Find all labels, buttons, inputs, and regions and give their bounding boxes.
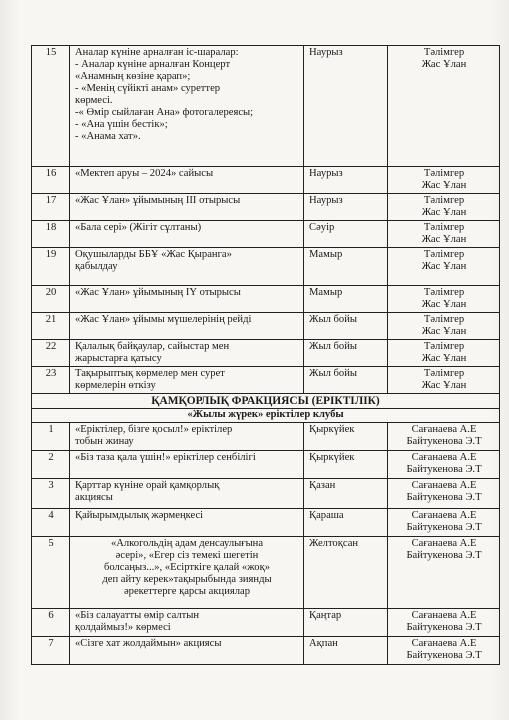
event-line: қабылдау — [75, 261, 118, 272]
date-cell: Мамыр — [304, 248, 388, 286]
responsible-line: Тәлімгер — [423, 168, 465, 179]
event-cell: «Мектеп аруы – 2024» сайысы — [70, 167, 304, 194]
responsible-cell — [388, 248, 500, 286]
row-number: 21 — [32, 313, 70, 340]
responsible-line: Сағанаева А.Е — [411, 480, 477, 491]
table-row — [32, 286, 500, 313]
event-cell: «Жас Ұлан» ұйымының ІІІ отырысы — [70, 194, 304, 221]
row-number: 5 — [32, 537, 70, 609]
responsible-cell — [388, 367, 500, 394]
responsible-line: Байтукенова Э.Т — [406, 464, 482, 475]
event-line: Оқушыларды ББҰ «Жас Қыранга» — [75, 249, 232, 260]
responsible-cell — [388, 221, 500, 248]
event-line: - «Анама хат». — [75, 131, 141, 142]
row-number: 22 — [32, 340, 70, 367]
responsible-line: Сағанаева А.Е — [411, 424, 477, 435]
responsible-line: Сағанаева А.Е — [411, 638, 477, 649]
table-row — [32, 609, 500, 637]
table-row — [32, 340, 500, 367]
table-row — [32, 509, 500, 537]
table-row — [32, 46, 500, 167]
row-number: 19 — [32, 248, 70, 286]
responsible-line: Жас Ұлан — [421, 380, 467, 391]
date-cell: Қыркүйек — [304, 451, 388, 479]
row-number: 17 — [32, 194, 70, 221]
event-line: Тақырыптық көрмелер мен сурет — [75, 368, 225, 379]
responsible-line: Жас Ұлан — [421, 207, 467, 218]
responsible-cell — [388, 609, 500, 637]
responsible-line: Жас Ұлан — [421, 234, 467, 245]
table-row — [32, 451, 500, 479]
row-number: 2 — [32, 451, 70, 479]
table-row — [32, 367, 500, 394]
event-line: Қарттар күніне орай қамқорлық — [75, 480, 220, 491]
table-row — [32, 537, 500, 609]
date-cell: Ақпан — [304, 637, 388, 665]
responsible-line: Тәлімгер — [423, 287, 465, 298]
event-line: «Біз салауатты өмір салтын — [75, 610, 200, 621]
date-cell: Жыл бойы — [304, 367, 388, 394]
event-cell: «Бала серi» (Жігіт сұлтаны) — [70, 221, 304, 248]
responsible-line: Тәлімгер — [423, 47, 465, 58]
responsible-cell — [388, 194, 500, 221]
responsible-line: Байтукенова Э.Т — [406, 550, 482, 561]
responsible-cell — [388, 286, 500, 313]
date-cell: Қыркүйек — [304, 423, 388, 451]
event-cell — [70, 46, 304, 167]
responsible-cell — [388, 637, 500, 665]
event-line: қолдаймыз!» көрмесі — [75, 622, 171, 633]
event-line: - Аналар күніне арналған Концерт — [75, 59, 231, 70]
row-number: 23 — [32, 367, 70, 394]
responsible-line: Байтукенова Э.Т — [406, 492, 482, 503]
responsible-line: Байтукенова Э.Т — [406, 522, 482, 533]
responsible-line: Жас Ұлан — [421, 180, 467, 191]
event-cell — [70, 248, 304, 286]
table-row — [32, 637, 500, 665]
responsible-line: Жас Ұлан — [421, 299, 467, 310]
event-cell: «Жас Ұлан» ұйымының ІҮ отырысы — [70, 286, 304, 313]
event-line: «Еріктілер, бізге қосыл!» еріктілер — [75, 424, 233, 435]
row-number: 15 — [32, 46, 70, 167]
event-line: әрекеттерге қарсы акциялар — [123, 586, 251, 597]
date-cell: Жыл бойы — [304, 340, 388, 367]
event-cell — [70, 609, 304, 637]
responsible-line: Жас Ұлан — [421, 353, 467, 364]
section-title: ҚАМҚОРЛЫҚ ФРАКЦИЯСЫ (ЕРІКТІЛІК) — [32, 394, 500, 409]
responsible-line: Жас Ұлан — [421, 59, 467, 70]
event-line: - «Ана үшін бестік»; — [75, 119, 168, 130]
event-line: жарыстарға қатысу — [75, 353, 162, 364]
table-row — [32, 479, 500, 509]
event-line: тобын жинау — [75, 436, 134, 447]
date-cell: Сәуір — [304, 221, 388, 248]
responsible-cell — [388, 167, 500, 194]
event-line: акциясы — [75, 492, 113, 503]
responsible-line: Тәлімгер — [423, 368, 465, 379]
event-line: деп айту керек»тақырыбында зиянды — [102, 574, 272, 585]
responsible-line: Байтукенова Э.Т — [406, 622, 482, 633]
responsible-line: Тәлімгер — [423, 222, 465, 233]
responsible-cell — [388, 340, 500, 367]
table-row — [32, 167, 500, 194]
event-cell — [70, 537, 304, 609]
responsible-line: Тәлімгер — [423, 341, 465, 352]
responsible-cell — [388, 509, 500, 537]
responsible-line: Тәлімгер — [423, 195, 465, 206]
table-row — [32, 423, 500, 451]
event-cell: Қайырымдылық жәрмеңкесі — [70, 509, 304, 537]
date-cell: Желтоқсан — [304, 537, 388, 609]
event-cell — [70, 423, 304, 451]
table-row — [32, 313, 500, 340]
date-cell: Мамыр — [304, 286, 388, 313]
row-number: 16 — [32, 167, 70, 194]
event-line: көрмесі. — [75, 95, 113, 106]
event-line: көрмелерін өткізу — [75, 380, 156, 391]
row-number: 6 — [32, 609, 70, 637]
responsible-line: Байтукенова Э.Т — [406, 650, 482, 661]
table-row — [32, 194, 500, 221]
responsible-line: Тәлімгер — [423, 249, 465, 260]
row-number: 7 — [32, 637, 70, 665]
responsible-cell — [388, 313, 500, 340]
event-cell: «Біз таза қала үшін!» еріктілер сенбілігі — [70, 451, 304, 479]
responsible-line: Сағанаева А.Е — [411, 510, 477, 521]
top-rows — [32, 46, 500, 665]
responsible-line: Жас Ұлан — [421, 326, 467, 337]
responsible-cell — [388, 479, 500, 509]
table-row — [32, 221, 500, 248]
row-number: 3 — [32, 479, 70, 509]
table-row — [32, 248, 500, 286]
row-number: 4 — [32, 509, 70, 537]
responsible-cell — [388, 537, 500, 609]
event-line: Аналар күніне арналған іс-шаралар: — [75, 47, 239, 58]
event-cell — [70, 367, 304, 394]
date-cell: Наурыз — [304, 167, 388, 194]
responsible-line: Байтукенова Э.Т — [406, 436, 482, 447]
event-cell — [70, 340, 304, 367]
responsible-line: Жас Ұлан — [421, 261, 467, 272]
responsible-cell — [388, 451, 500, 479]
row-number: 20 — [32, 286, 70, 313]
event-line: - «Менің сүйікті анам» суреттер — [75, 83, 221, 94]
event-cell — [70, 479, 304, 509]
section-subtitle: «Жылы жүрек» еріктілер клубы — [32, 409, 500, 423]
event-line: болсаңыз...», «Есірткіге қалай «жоқ» — [103, 562, 271, 573]
event-line: «Алкогольдің адам денсаулығына — [110, 538, 264, 549]
responsible-cell — [388, 423, 500, 451]
responsible-line: Сағанаева А.Е — [411, 452, 477, 463]
event-line: «Анамның көзіне қарап»; — [75, 71, 191, 82]
responsible-line: Сағанаева А.Е — [411, 538, 477, 549]
responsible-cell — [388, 46, 500, 167]
event-cell: «Сізге хат жолдаймын» акциясы — [70, 637, 304, 665]
row-number: 1 — [32, 423, 70, 451]
date-cell: Қараша — [304, 509, 388, 537]
event-line: Қалалық байқаулар, сайыстар мен — [75, 341, 230, 352]
date-cell: Қаңтар — [304, 609, 388, 637]
event-line: әсері», «Егер сіз темекі шегетін — [115, 550, 259, 561]
date-cell: Наурыз — [304, 46, 388, 167]
responsible-line: Тәлімгер — [423, 314, 465, 325]
date-cell: Қазан — [304, 479, 388, 509]
row-number: 18 — [32, 221, 70, 248]
event-line: -« Өмір сыйлаған Ана» фотогалереясы; — [75, 107, 254, 118]
events-plan-table — [31, 45, 500, 665]
date-cell: Жыл бойы — [304, 313, 388, 340]
section-header-row — [32, 394, 500, 409]
event-cell: «Жас Ұлан» ұйымы мүшелерінің рейді — [70, 313, 304, 340]
date-cell: Наурыз — [304, 194, 388, 221]
section-subheader-row — [32, 409, 500, 423]
responsible-line: Сағанаева А.Е — [411, 610, 477, 621]
